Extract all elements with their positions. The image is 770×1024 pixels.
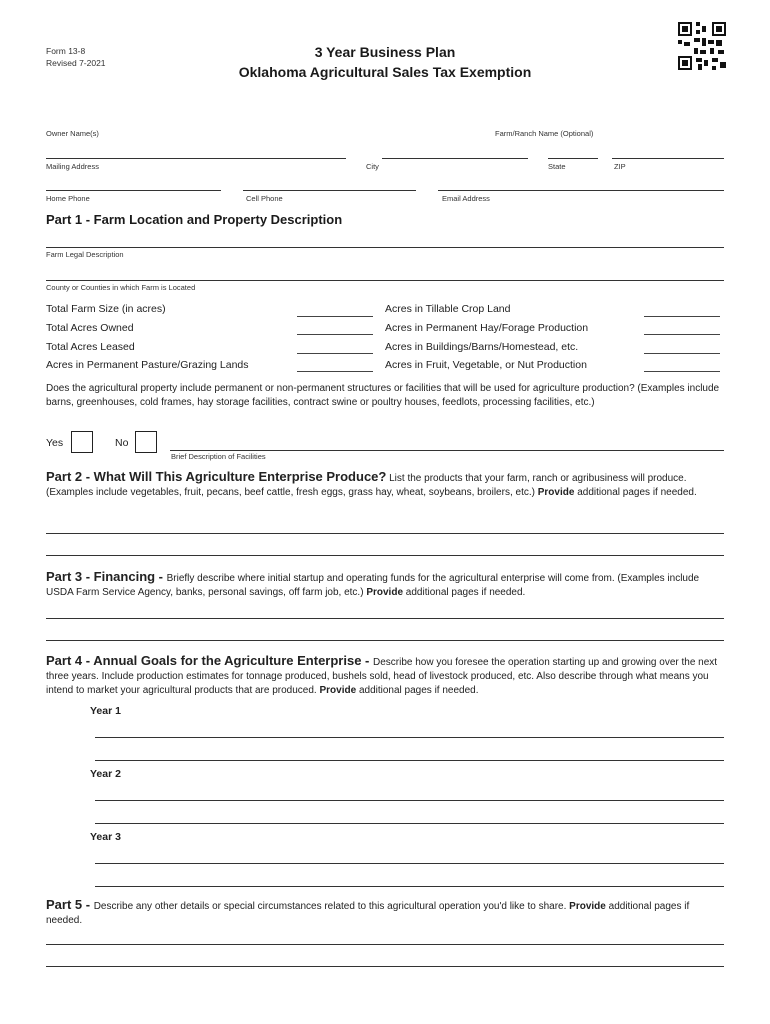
part3-tail: additional pages if needed.	[403, 587, 526, 598]
year2-label: Year 2	[90, 768, 121, 780]
revised-date: Revised 7-2021	[46, 58, 106, 68]
part2-line-2[interactable]	[46, 555, 724, 556]
part5-line-2[interactable]	[46, 966, 724, 967]
facilities-question: Does the agricultural property include permanent or non-permanent structures or facilities that will be used for agriculture production? (Examples include barns, greenhouses, cold frames, hay storage facilities, contract swine or poultry houses, feedlots, processing facilities, etc.)	[46, 383, 720, 408]
part5-line-1[interactable]	[46, 944, 724, 945]
page-title: 3 Year Business Plan	[314, 44, 456, 60]
buildings-acres-field[interactable]	[644, 353, 720, 354]
pasture-acres-label: Acres in Permanent Pasture/Grazing Lands	[46, 359, 249, 371]
county-label: County or Counties in which Farm is Located	[46, 283, 196, 292]
state-label: State	[548, 162, 566, 171]
part1-heading: Part 1 - Farm Location and Property Description	[46, 212, 343, 227]
form-number: Form 13-8	[46, 46, 86, 56]
tillable-acres-field[interactable]	[644, 316, 720, 317]
mailing-address-label: Mailing Address	[46, 162, 99, 171]
farm-name-field-a[interactable]	[382, 158, 528, 159]
zip-label: ZIP	[614, 162, 626, 171]
city-label: City	[366, 162, 379, 171]
year1-label: Year 1	[90, 705, 121, 717]
cell-phone-field[interactable]	[243, 190, 416, 191]
legal-description-label: Farm Legal Description	[46, 250, 124, 259]
farm-name-field-b[interactable]	[548, 158, 598, 159]
yes-label: Yes	[46, 437, 64, 449]
part2-heading: Part 2 - What Will This Agriculture Enterprise Produce?	[46, 469, 387, 484]
year3-line-1[interactable]	[95, 863, 724, 864]
part2-line-1[interactable]	[46, 533, 724, 534]
pasture-acres-field[interactable]	[297, 371, 373, 372]
part5-tail: additional pages if needed.	[46, 901, 690, 926]
no-label: No	[115, 437, 129, 449]
year2-line-1[interactable]	[95, 800, 724, 801]
part4-tail: additional pages if needed.	[356, 685, 479, 696]
part5-block	[46, 898, 726, 928]
email-label: Email Address	[442, 194, 490, 203]
part3-block	[46, 570, 726, 600]
owner-names-field[interactable]	[46, 158, 346, 159]
brief-description-label: Brief Description of Facilities	[171, 452, 266, 461]
hay-forage-acres-label: Acres in Permanent Hay/Forage Production	[385, 322, 589, 334]
qr-code-icon	[678, 22, 726, 70]
year1-line-2[interactable]	[95, 760, 724, 761]
part3-text: Briefly describe where initial startup and operating funds for the agricultural enterprise will come from. (Examples include USDA Farm Service Agency, banks, personal savings, off farm job, etc.)	[46, 573, 700, 598]
year2-line-2[interactable]	[95, 823, 724, 824]
farm-name-field-c[interactable]	[612, 158, 724, 159]
part4-text: Describe how you foresee the operation starting up and growing over the next three years. Include production estimates for tonnage produced, bushels sold, head of livestock produced, etc. Also describe through what means you intend to market your agricultural products that are produced.	[46, 657, 718, 696]
fruit-acres-field[interactable]	[644, 371, 720, 372]
part5-text: Describe any other details or special circumstances related to this agricultural operation you'd like to share.	[93, 901, 570, 912]
facilities-description-field[interactable]	[170, 450, 724, 451]
part3-provide: Provide	[366, 587, 404, 598]
yes-checkbox[interactable]	[71, 431, 93, 453]
no-checkbox[interactable]	[135, 431, 157, 453]
part2-text: List the products that your farm, ranch or agribusiness will produce. (Examples include vegetables, fruit, pecans, beef cattle, fresh eggs, grass hay, wheat, soybeans, broilers, etc.)	[46, 473, 687, 498]
buildings-acres-label: Acres in Buildings/Barns/Homestead, etc.	[385, 341, 579, 353]
total-farm-size-field[interactable]	[297, 316, 373, 317]
part5-heading: Part 5 -	[46, 897, 94, 912]
total-acres-owned-label: Total Acres Owned	[46, 322, 134, 334]
fruit-acres-label: Acres in Fruit, Vegetable, or Nut Production	[385, 359, 587, 371]
home-phone-label: Home Phone	[46, 194, 90, 203]
total-acres-owned-field[interactable]	[297, 334, 373, 335]
legal-description-field[interactable]	[46, 247, 724, 248]
part2-block	[46, 470, 726, 500]
page-subtitle: Oklahoma Agricultural Sales Tax Exemption	[238, 64, 532, 80]
part2-tail: additional pages if needed.	[574, 487, 697, 498]
part3-line-1[interactable]	[46, 618, 724, 619]
home-phone-field[interactable]	[46, 190, 221, 191]
part5-provide: Provide	[569, 901, 606, 912]
total-acres-leased-field[interactable]	[297, 353, 373, 354]
part4-provide: Provide	[319, 685, 357, 696]
county-field[interactable]	[46, 280, 724, 281]
total-farm-size-label: Total Farm Size (in acres)	[46, 303, 166, 315]
tillable-acres-label: Acres in Tillable Crop Land	[385, 303, 511, 315]
farm-ranch-name-label: Farm/Ranch Name (Optional)	[495, 129, 594, 138]
year1-line-1[interactable]	[95, 737, 724, 738]
total-acres-leased-label: Total Acres Leased	[46, 341, 135, 353]
email-field[interactable]	[438, 190, 724, 191]
part3-line-2[interactable]	[46, 640, 724, 641]
hay-forage-acres-field[interactable]	[644, 334, 720, 335]
part4-block	[46, 654, 726, 698]
year3-label: Year 3	[90, 831, 121, 843]
owner-names-label: Owner Name(s)	[46, 129, 99, 138]
cell-phone-label: Cell Phone	[246, 194, 283, 203]
part2-provide: Provide	[537, 487, 575, 498]
year3-line-2[interactable]	[95, 886, 724, 887]
part4-heading: Part 4 - Annual Goals for the Agriculture Enterprise -	[46, 653, 373, 668]
part3-heading: Part 3 - Financing -	[46, 569, 167, 584]
